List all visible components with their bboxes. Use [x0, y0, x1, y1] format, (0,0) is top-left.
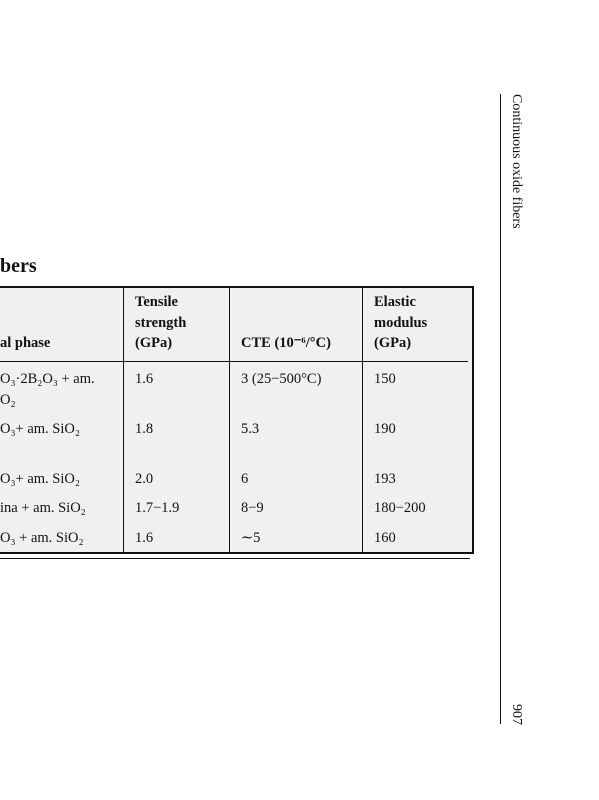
- row2-elastic: 190: [374, 421, 396, 437]
- header-elastic-line1: Elastic: [374, 294, 416, 310]
- column-divider: [229, 286, 230, 554]
- column-divider: [123, 286, 124, 554]
- column-divider: [362, 286, 363, 554]
- row1-elastic: 150: [374, 371, 396, 387]
- row5-elastic: 160: [374, 530, 396, 546]
- header-divider: [0, 361, 468, 362]
- header-elastic-line3: (GPa): [374, 335, 412, 351]
- running-head: Continuous oxide fibers: [509, 94, 524, 229]
- header-tensile-line1: Tensile: [135, 294, 178, 310]
- margin-rule: [500, 94, 501, 724]
- row4-cte: 8−9: [241, 500, 264, 516]
- header-phase: al phase: [0, 335, 51, 351]
- row4-elastic: 180−200: [374, 500, 426, 516]
- row1-tensile: 1.6: [135, 371, 154, 387]
- row1-phase-cont: O₂: [0, 392, 16, 408]
- table-title: bers: [0, 255, 37, 277]
- row4-tensile: 1.7−1.9: [135, 500, 180, 516]
- row5-phase: O₃ + am. SiO₂: [0, 530, 84, 546]
- header-cte: CTE (10⁻⁶/°C): [241, 335, 331, 351]
- page-number: 907: [509, 704, 524, 725]
- row3-phase: O₃+ am. SiO₂: [0, 471, 80, 487]
- row3-cte: 6: [241, 471, 249, 487]
- header-tensile-line3: (GPa): [135, 335, 173, 351]
- row2-cte: 5.3: [241, 421, 260, 437]
- header-elastic-line2: modulus: [374, 315, 428, 331]
- row1-cte: 3 (25−500°C): [241, 371, 322, 387]
- row1-phase: O₃·2B₂O₃ + am.: [0, 371, 95, 387]
- row4-phase: ina + am. SiO₂: [0, 500, 86, 516]
- header-tensile-line2: strength: [135, 315, 187, 331]
- row5-cte: ∼5: [241, 530, 261, 546]
- table-bottom-rule: [0, 558, 470, 559]
- row2-phase: O₃+ am. SiO₂: [0, 421, 80, 437]
- row3-elastic: 193: [374, 471, 396, 487]
- row3-tensile: 2.0: [135, 471, 154, 487]
- row5-tensile: 1.6: [135, 530, 154, 546]
- row2-tensile: 1.8: [135, 421, 154, 437]
